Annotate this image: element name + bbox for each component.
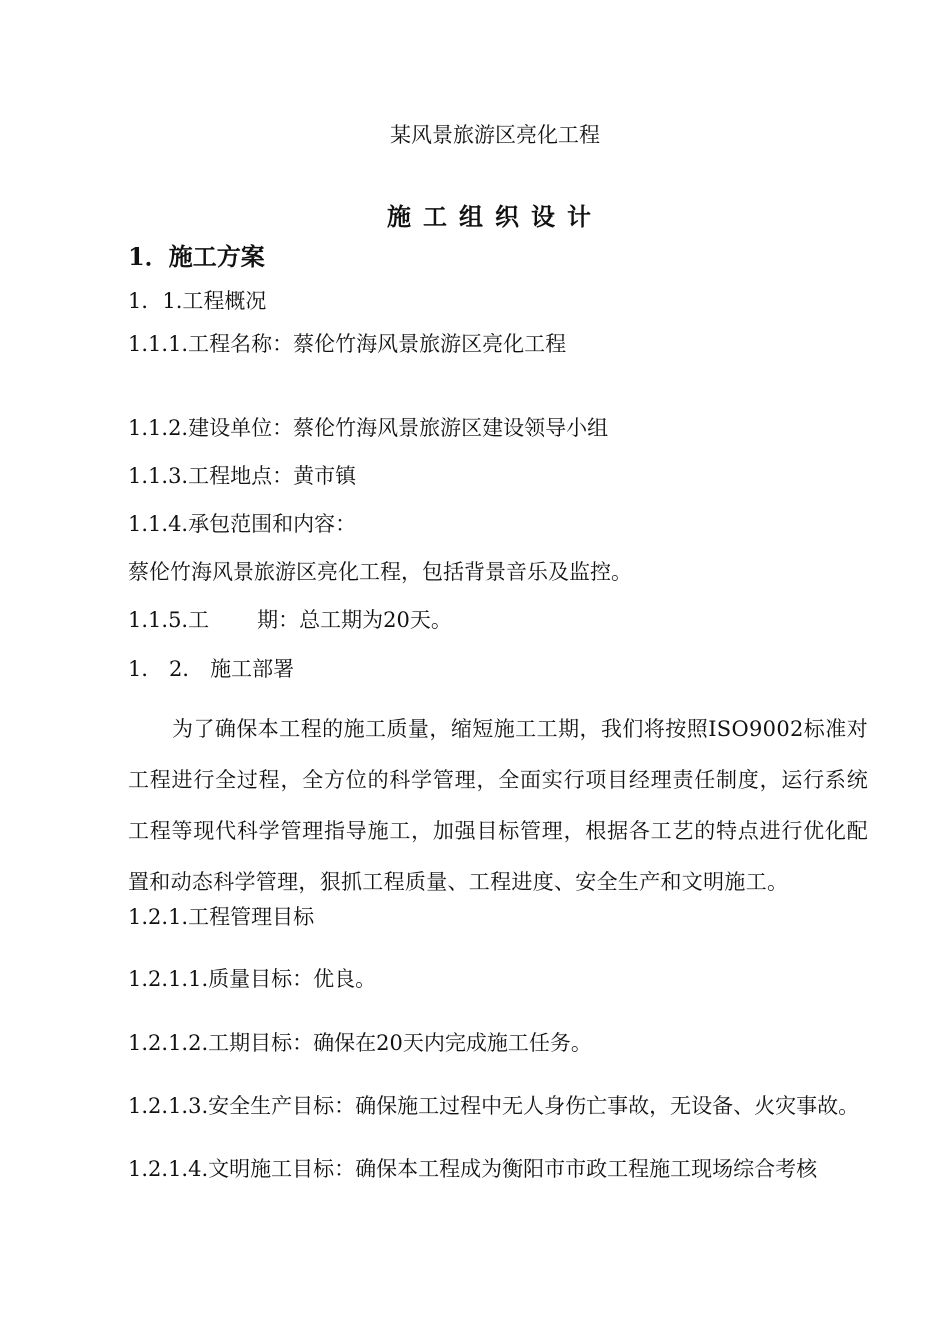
scope-text: 蔡伦竹海风景旅游区亮化工程，包括背景音乐及监控。 xyxy=(128,560,632,584)
deployment-paragraph: 为了确保本工程的施工质量，缩短施工工期，我们将按照ISO9002标准对工程进行全过程，全方位的科学管理，全面实行项目经理责任制度，运行系统工程等现代科学管理指导施工，加强目标管理，根据各工艺的特点进行优化配置和动态科学管理，狠抓工程质量、工程进度、安全生产和文明施工。 xyxy=(128,717,868,894)
item-1-2-1-3: 1.2.1.3.安全生产目标：确保施工过程中无人身伤亡事故，无设备、火灾事故。 xyxy=(128,1094,860,1118)
document-title: 施工组织设计 xyxy=(387,202,603,231)
heading-1-2-1: 1.2.1.工程管理目标 xyxy=(128,905,315,929)
item-1-2-1-1: 1.2.1.1.质量目标：优良。 xyxy=(128,967,377,991)
item-1-1-4: 1.1.4.承包范围和内容： xyxy=(128,512,357,536)
heading-1-1: 1．1.工程概况 xyxy=(128,289,267,313)
section-heading-1: 1．施工方案 xyxy=(128,242,265,271)
item-1-1-3: 1.1.3.工程地点：黄市镇 xyxy=(128,464,357,488)
item-1-1-5-label: 1.1.5.工 xyxy=(128,608,210,632)
item-1-1-2: 1.1.2.建设单位：蔡伦竹海风景旅游区建设领导小组 xyxy=(128,416,609,440)
item-1-1-5-text: 期：总工期为20天。 xyxy=(257,608,452,632)
item-1-1-5 xyxy=(128,606,452,634)
item-1-1-1: 1.1.1.工程名称：蔡伦竹海风景旅游区亮化工程 xyxy=(128,332,567,356)
item-1-2-1-2: 1.2.1.2.工期目标：确保在20天内完成施工任务。 xyxy=(128,1031,592,1055)
heading-1-2: 1． 2． 施工部署 xyxy=(128,657,295,681)
document-subtitle: 某风景旅游区亮化工程 xyxy=(390,123,600,147)
item-1-2-1-4: 1.2.1.4.文明施工目标：确保本工程成为衡阳市市政工程施工现场综合考核 xyxy=(128,1157,818,1181)
